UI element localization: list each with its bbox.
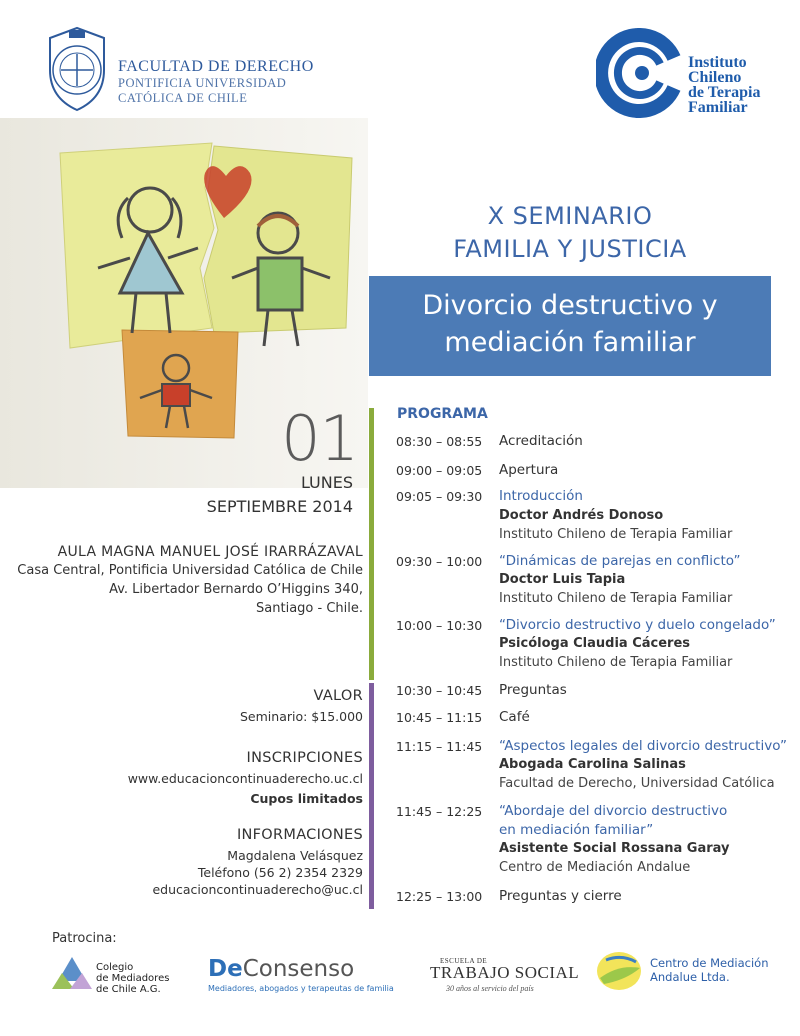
program-title: Preguntas y cierre xyxy=(499,888,622,904)
program-title-line2: en mediación familiar” xyxy=(499,822,654,838)
seminar-title-line2: FAMILIA Y JUSTICIA xyxy=(453,235,687,263)
venue-name: AULA MAGNA MANUEL JOSÉ IRARRÁZAVAL xyxy=(57,544,363,560)
uc-university-line2: CATÓLICA DE CHILE xyxy=(118,91,248,105)
program-title: Apertura xyxy=(499,462,559,478)
trabajo-social-name: TRABAJO SOCIAL xyxy=(430,963,580,982)
inscripciones-note: Cupos limitados xyxy=(250,791,363,806)
contact-phone: Teléfono (56 2) 2354 2329 xyxy=(197,865,363,880)
andalue-line1: Centro de Mediación xyxy=(650,956,769,970)
program-title: Preguntas xyxy=(499,682,567,698)
program-time: 09:05 – 09:30 xyxy=(396,489,483,504)
andalue-logo xyxy=(596,950,642,992)
uc-university-line1: PONTIFICIA UNIVERSIDAD xyxy=(118,76,287,90)
subtitle-line1: Divorcio destructivo y xyxy=(422,290,718,321)
inscripciones-url[interactable]: www.educacioncontinuaderecho.uc.cl xyxy=(127,771,363,786)
program-time: 10:30 – 10:45 xyxy=(396,683,483,698)
program-speaker: Abogada Carolina Salinas xyxy=(499,757,686,772)
icht-name-line2: Chileno xyxy=(688,69,742,86)
icht-logo xyxy=(596,28,686,118)
program-organization: Instituto Chileno de Terapia Familiar xyxy=(499,591,733,606)
program-organization: Centro de Mediación Andalue xyxy=(499,860,691,875)
uc-seal-logo xyxy=(42,24,112,114)
program-time: 12:25 – 13:00 xyxy=(396,889,483,904)
colegio-line2: de Mediadores xyxy=(96,973,170,984)
informaciones-heading: INFORMACIONES xyxy=(236,827,363,843)
program-title: “Abordaje del divorcio destructivo xyxy=(499,803,728,819)
icht-name-line1: Instituto xyxy=(688,54,747,71)
program-heading: PROGRAMA xyxy=(397,406,488,422)
colegio-line3: de Chile A.G. xyxy=(96,984,161,995)
icht-name-line3: de Terapia xyxy=(688,84,761,101)
program-time: 08:30 – 08:55 xyxy=(396,434,483,449)
colegio-mediadores-logo xyxy=(52,955,92,991)
valor-text: Seminario: $15.000 xyxy=(240,709,363,724)
contact-email[interactable]: educacioncontinuaderecho@uc.cl xyxy=(152,882,363,897)
program-title: Introducción xyxy=(499,488,583,504)
purple-divider-bar xyxy=(369,683,374,909)
venue-address-line3: Santiago - Chile. xyxy=(256,601,363,616)
contact-name: Magdalena Velásquez xyxy=(227,848,363,863)
program-organization: Facultad de Derecho, Universidad Católica xyxy=(499,776,775,791)
event-weekday: LUNES xyxy=(300,473,353,492)
seminar-title-line1: X SEMINARIO xyxy=(487,202,653,230)
valor-heading: VALOR xyxy=(313,688,363,704)
venue-address-line2: Av. Libertador Bernardo O’Higgins 340, xyxy=(109,582,363,597)
event-month-year: SEPTIEMBRE 2014 xyxy=(206,497,353,516)
inscripciones-heading: INSCRIPCIONES xyxy=(246,750,363,766)
program-title: Acreditación xyxy=(499,433,583,449)
program-organization: Instituto Chileno de Terapia Familiar xyxy=(499,655,733,670)
colegio-line1: Colegio xyxy=(96,962,134,973)
program-title: “Dinámicas de parejas en conflicto” xyxy=(499,553,741,569)
deconsenso-tagline: Mediadores, abogados y terapeutas de familia xyxy=(208,984,394,993)
andalue-line2: Andalue Ltda. xyxy=(650,970,730,984)
green-divider-bar xyxy=(369,408,374,680)
subtitle-line2: mediación familiar xyxy=(444,327,696,358)
program-time: 11:15 – 11:45 xyxy=(396,739,483,754)
program-speaker: Psicóloga Claudia Cáceres xyxy=(499,636,691,651)
uc-faculty-name: FACULTAD DE DERECHO xyxy=(118,58,314,75)
program-speaker: Doctor Luis Tapia xyxy=(499,572,626,587)
program-time: 11:45 – 12:25 xyxy=(396,804,483,819)
program-title: Café xyxy=(499,709,530,725)
deconsenso-logo xyxy=(208,956,354,982)
venue-address-line1: Casa Central, Pontificia Universidad Católica de Chile xyxy=(17,563,363,578)
program-time: 10:45 – 11:15 xyxy=(396,710,483,725)
program-speaker: Asistente Social Rossana Garay xyxy=(499,841,730,856)
program-time: 09:00 – 09:05 xyxy=(396,463,483,478)
trabajo-social-escuela: ESCUELA DE xyxy=(440,957,488,965)
event-day: 01 xyxy=(281,402,358,475)
icht-name-line4: Familiar xyxy=(688,99,748,116)
program-time: 09:30 – 10:00 xyxy=(396,554,483,569)
deconsenso-de: De xyxy=(208,956,243,982)
program-title: “Aspectos legales del divorcio destructivo” xyxy=(499,738,787,754)
trabajo-social-tagline: 30 años al servicio del país xyxy=(446,984,534,993)
program-speaker: Doctor Andrés Donoso xyxy=(499,508,664,523)
sponsors-label: Patrocina: xyxy=(52,931,117,946)
program-title: “Divorcio destructivo y duelo congelado” xyxy=(499,617,776,633)
program-time: 10:00 – 10:30 xyxy=(396,618,483,633)
deconsenso-rest: Consenso xyxy=(242,956,355,982)
program-organization: Instituto Chileno de Terapia Familiar xyxy=(499,527,733,542)
